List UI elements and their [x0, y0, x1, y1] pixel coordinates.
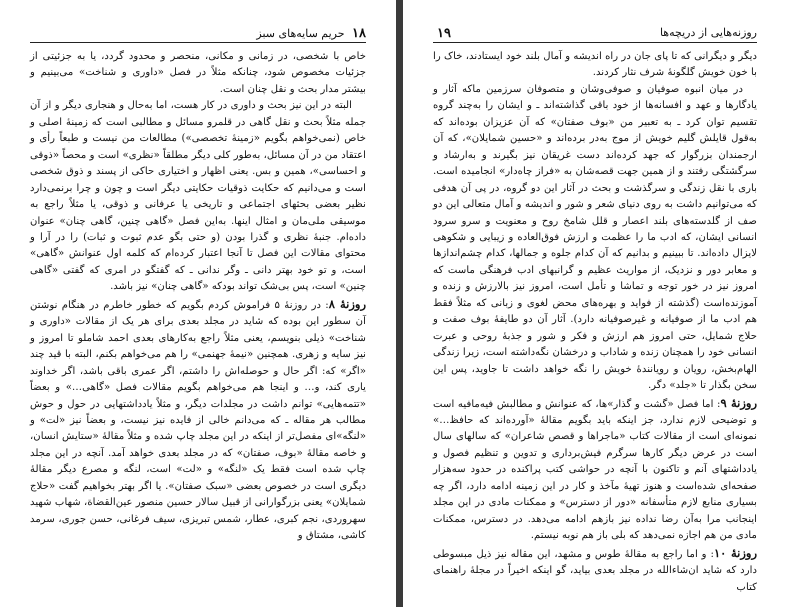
left-header-rule: [30, 42, 366, 43]
left-page-number: ۱۸: [352, 26, 366, 41]
right-page-number: ۱۹: [437, 26, 451, 41]
right-header-rule: [433, 42, 757, 43]
left-page-running-title: حریم سایه‌های سبز: [256, 27, 345, 40]
right-page-body: [433, 49, 757, 596]
right-page: [403, 0, 797, 607]
section-label-roozaneh-9: روزنهٔ ۹: [720, 395, 757, 410]
left-paragraph-2: البته در این نیز بحث و داوری در کار هست، اما به‌حال و هنجاری دیگر و از آن جمله مثلاً بحث و نقل گاهی در قلمرو مسائل و مطالبی است که زمینهٔ اصلی و خاص (نمی‌خواهم بگویم «زمینهٔ تخصصی») مطالعات من نیست و طبعاً رأی و اعتقاد من در آن مسائل، به‌طور کلی دیگر مطلقاً «نظری» است و محصاً «ذوقی و احساسی»، همین و بس. یعنی اظهار و اختیاری حاکی از پسند و ذوق شخصی است و می‌دانیم که حکایت ذوقیات حکایتی دیگر است و چون و چرا برنمی‌دارد نظیر بعضی بحثهای اجتماعی و تاریخی یا عرفانی و ذوقی، یا مثلاً راجع به موسیقی ملی‌مان و امثال اینها. به‌این فصل «گاهی چنین، گاهی چنان» عنوان داده‌ام. جنبهٔ نظری و گذرا بودن (و حتی بگو عدم ثبوت و ثبات) را در آرا و محتوای مقالات این فصل تا آنجا اعتبار کرده‌ام که کلمه اول عنوانش «گاهی» است، و تو خود بهتر دانی ـ وگر ندانی ـ که گفتگو در امری که گفتی «گاهی چنین» است، پس بی‌شک تواند بودکه «گاهی چنان» نیز باشد.: [30, 100, 366, 293]
right-paragraph-2: در میان انبوه صوفیان و صوفی‌وشان و متصوفان سرزمین ماکه آثار و یادگارها و عهد و افسانه‌ها از خود باقی گذاشته‌اند ـ و ایشان را به‌چند گروه تقسیم توان کرد ـ به تعبیر من «بوف صفتان» که آن عزیزان بوده‌اند که به‌قول قایلش گلیم خویش از موج به‌در برده‌اند و «حسین شمایلان»، که آن ارجمندان بزرگوار که جهد کرده‌اند دست غریقان نیز بگیرند و به‌ارشاد و سرگشتگی رفتند و از همین جهت قصه‌شان به «فراز چاه‌دار» انجامیده است. باری با نقل زندگی و سرگذشت و بحث در آثار این دو گروه، در پی آن هدفی که می‌توانیم داشت به روی دنیای شعر و شور و اندیشه و آمال متعالی این دو صف از گلدسته‌های بلند اعصار و قلل شامخ روح و معنویت و سرو سرود انسانی ایشان، که ادب ما را عظمت و ارزش فوق‌العاده و زیبایی و شکوهی لایزال داده‌اند. تا ببینیم و بدانیم که آن کدام جلوه و جمالها، کدام چشم‌اندازها و معابر دور و نزدیک، از مواریث عظیم و گرانبهای ادب فرهنگی ماست که امروز نیز در خور توجه و تماشا و تأمل است، امروز نیز بالارزش و زنده و آموزنده‌است (گذشته از فواید و بهره‌های محض لغوی و زبانی که مثلاً فقط هم ادب ما از صوفیانه و غیرصوفیانه دارد). آثار آن دو طایفهٔ بوف صفت و حلاج شمایل، حتی امروز هم ارزش و فکر و شور و جذبهٔ روحی و عبرت انسانی خود را همچنان زنده و شاداب و درخشان نگه‌داشته است، زیرا زندگی الهام‌بخش، ‌رویان و رویانندهٔ خویش را نگه خواهد داشت تا جاوید، پس این سخن بگذار تا «جلد» دگر.: [433, 83, 757, 392]
left-paragraph-3-text: : در روزنهٔ ۵ فراموش کردم بگویم که خطور خاطرم در هنگام نوشتن آن سطور این بوده که شاید در مجلد بعدی برای هر یک از مقالات «داوری و شناخت» ذیلی بنویسم، یعنی مثلاً راجع به‌کارهای بعدی احمد شاملو تا امروز و نیز سایه و زهری. همچنین «نیمهٔ جهنمی» را هم می‌خواهم بکنم، البته با قید چند «اگر» که: اگر حال و حوصله‌اش را داشتم، اگر عمری باقی باشد، اگر خداوند یاری کند، و… و اینجا هم می‌خواهم بگویم مقالات فصل «گاهی…» و بعضاً «تتمه‌هایی» توانم داشت در مجلدات دیگر، و مثلاً یادداشتهایی در حول و حوش مطالب هر مقاله ـ که می‌دانم خالی از فایده نیز نیست، و بعضاً نیز «لت» و «لنگه»‌ای مفصل‌تر از اینکه در این مجلد چاپ شده و مثلاً مقالهٔ «ستایش انسان، و خاصه مقالهٔ «بوف، صفتان» که در مجلد بعدی خواهد آمد. آنچه در این مجلد چاپ شده است فقط یک «لنگه» و «لت» است، لنگه و مصرع دیگر مقالهٔ دیگری است در خصوص بعضی «سبک صفتان». یا اگر بهتر بخواهیم گفت «حلاج شمایلان» یعنی بزرگوارانی از قبیل سالار حسین منصور عین‌القضاة، شهاب شهید سهروردی، نجم کبری، عطار، شمس تبریزی، سیف فرغانی، حسن جوری، سرمد کاشی، مشتاق و: [29, 299, 366, 542]
right-page-running-title: روزنه‌هایی از دریچه‌ها: [659, 26, 757, 39]
right-paragraph-3: [433, 395, 757, 545]
right-paragraph-4-text: : و اما راجع به مقالهٔ طوس و مشهد، این مقاله نیز ذیل مبسوطی دارد که شاید ان‌شاءالله در مجلد بعدی بیاید، گو اینکه اخیراً در مجلهٔ راهنمای کتاب: [433, 548, 757, 593]
right-paragraph-1: دیگر و دیگرانی که تا پای جان در راه اندیشه و آمال بلند خود ایستادند، خاک را با خون خویش گلگونهٔ شرف نثار کردند.: [433, 51, 757, 79]
section-label-roozaneh-10: روزنهٔ ۱۰: [713, 545, 758, 560]
page-gutter: [396, 0, 403, 607]
left-page-body: [30, 49, 366, 545]
right-paragraph-3-text: : اما فصل «گشت و گذار»ها، که عنوانش و مطالبش فیه‌مافیه است و توضیحی لازم ندارد، جز اینکه باید بگویم مقالهٔ «آورده‌اند که حافظ…» نمونه‌ای است از مقالات کتاب «ماجراها و قصص شاعران» که سالهای سال است در عرض دیگر کارها سرگرم فیش‌برداری و تدوین و تنظیم فصول و یادداشتهای آنم و تاکنون با آنچه در حواشی کتب پراکنده در حدود سه‌هزار صفحه‌ای شده‌است و هنوز تهیهٔ مآخذ و کار در این زمینه ادامه دارد، اگر چه بسیاری منابع لازم متأسفانه «دور از دسترس» و ممکنات مادی در این مجلد اینجانب مرا به‌آن رضا نداده نیز بازهم ادامه می‌دهد. در دسترس، ممکنات مادی من هم اجازه نمی‌دهد که بلی باز هم نوبه نیستم.: [433, 398, 757, 542]
left-page: [0, 0, 396, 607]
right-page-header: [433, 26, 757, 42]
left-page-header: [30, 26, 366, 42]
section-label-roozaneh-8: روزنهٔ ۸: [328, 296, 366, 311]
left-paragraph-1: خاص با شخصی، در زمانی و مکانی، منحصر و محدود گردد، یا به جزئیتی از جزئیات مخصوص شود، چنانکه مثلاً در فصل «داوری و شناخت» می‌بینیم و بیشتر مدار بحث و نقل چنان است.: [30, 51, 366, 95]
left-paragraph-3: [30, 296, 366, 545]
right-paragraph-4: [433, 545, 757, 596]
